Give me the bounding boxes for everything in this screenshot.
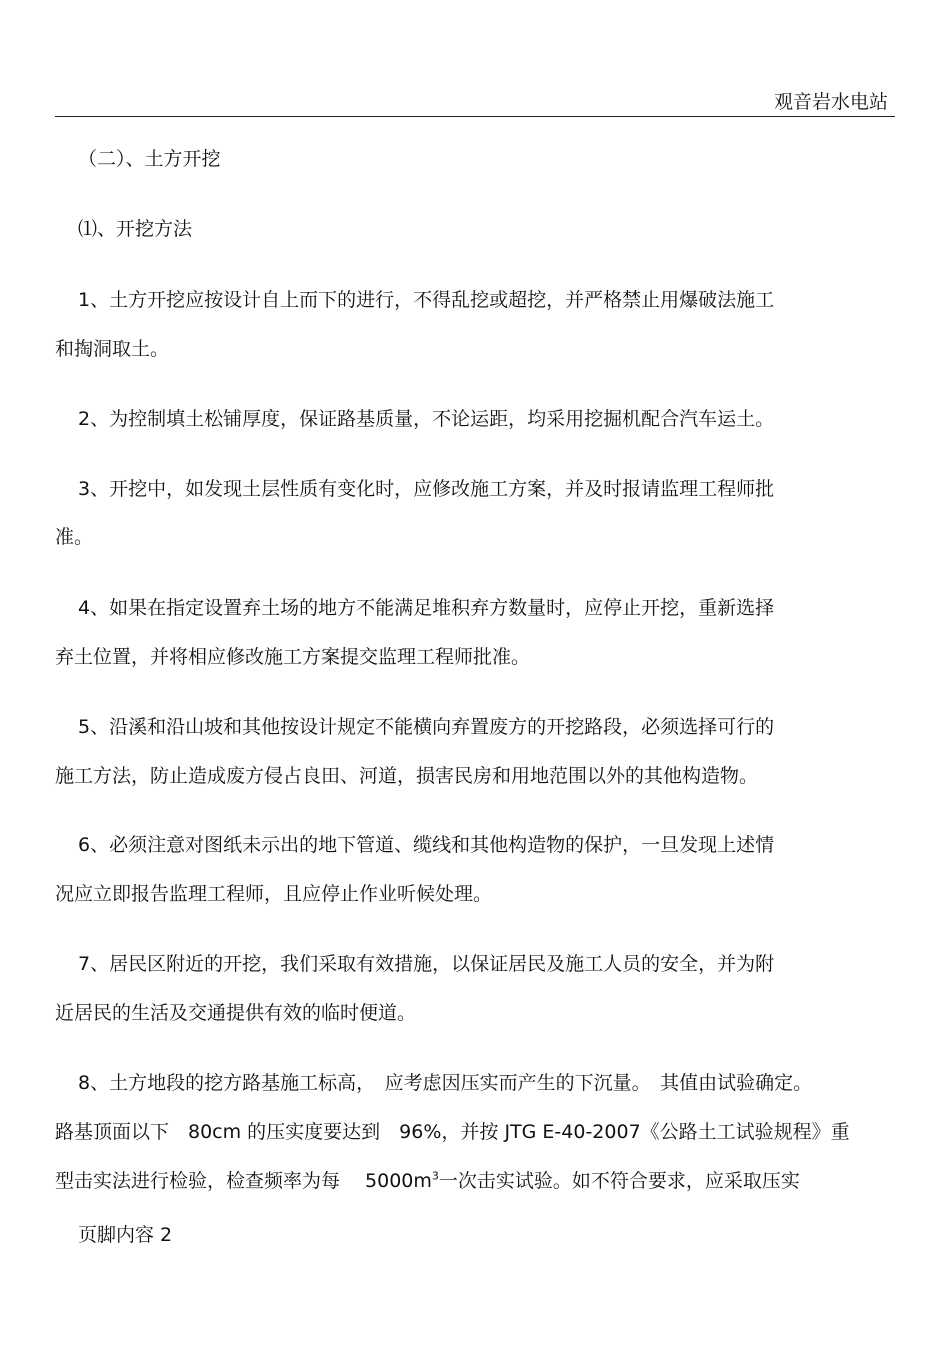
item-1-line-2: 和掏洞取土。 xyxy=(55,338,170,360)
header-title: 观音岩水电站 xyxy=(773,91,888,113)
item-8-line-1: 8、土方地段的挖方路基施工标高， 应考虑因压实而产生的下沉量。 其值由试验确定。 xyxy=(78,1072,813,1094)
item-3-line-2: 准。 xyxy=(55,526,94,548)
item-8-line-2: 路基顶面以下 80cm 的压实度要达到 96%，并按 JTG E-40-2007《公路土工试验规程》重 xyxy=(55,1121,850,1143)
item-8-line-3 xyxy=(55,1168,800,1194)
item-4-line-2: 弃土位置，并将相应修改施工方案提交监理工程师批准。 xyxy=(55,646,531,668)
item-8-line-3-start: 型击实法进行检验，检查频率为每 5000m xyxy=(55,1170,432,1192)
item-7-line-2: 近居民的生活及交通提供有效的临时便道。 xyxy=(55,1002,417,1024)
item-5-line-1: 5、沿溪和沿山坡和其他按设计规定不能横向弃置废方的开挖路段，必须选择可行的 xyxy=(78,716,775,738)
item-8-line-3-end: 一次击实试验。如不符合要求，应采取压实 xyxy=(438,1170,800,1192)
item-2-line-1: 2、为控制填土松铺厚度，保证路基质量，不论运距，均采用挖掘机配合汽车运土。 xyxy=(78,408,775,430)
item-1-line-1: 1、土方开挖应按设计自上而下的进行，不得乱挖或超挖，并严格禁止用爆破法施工 xyxy=(78,289,775,311)
item-3-line-1: 3、开挖中，如发现土层性质有变化时，应修改施工方案，并及时报请监理工程师批 xyxy=(78,478,775,500)
item-4-line-1: 4、如果在指定设置弃土场的地方不能满足堆积弃方数量时，应停止开挖，重新选择 xyxy=(78,597,775,619)
superscript-three: 3 xyxy=(431,1169,439,1183)
item-5-line-2: 施工方法，防止造成废方侵占良田、河道，损害民房和用地范围以外的其他构造物。 xyxy=(55,765,759,787)
page-footer: 页脚内容 2 xyxy=(78,1224,173,1246)
section-title: （二）、土方开挖 xyxy=(78,148,221,170)
item-6-line-1: 6、必须注意对图纸未示出的地下管道、缆线和其他构造物的保护，一旦发现上述情 xyxy=(78,834,775,856)
item-7-line-1: 7、居民区附近的开挖，我们采取有效措施，以保证居民及施工人员的安全，并为附 xyxy=(78,953,775,975)
item-6-line-2: 况应立即报告监理工程师，且应停止作业听候处理。 xyxy=(55,883,493,905)
subsection-title: ⑴、开挖方法 xyxy=(78,218,193,240)
header-divider xyxy=(55,116,895,117)
